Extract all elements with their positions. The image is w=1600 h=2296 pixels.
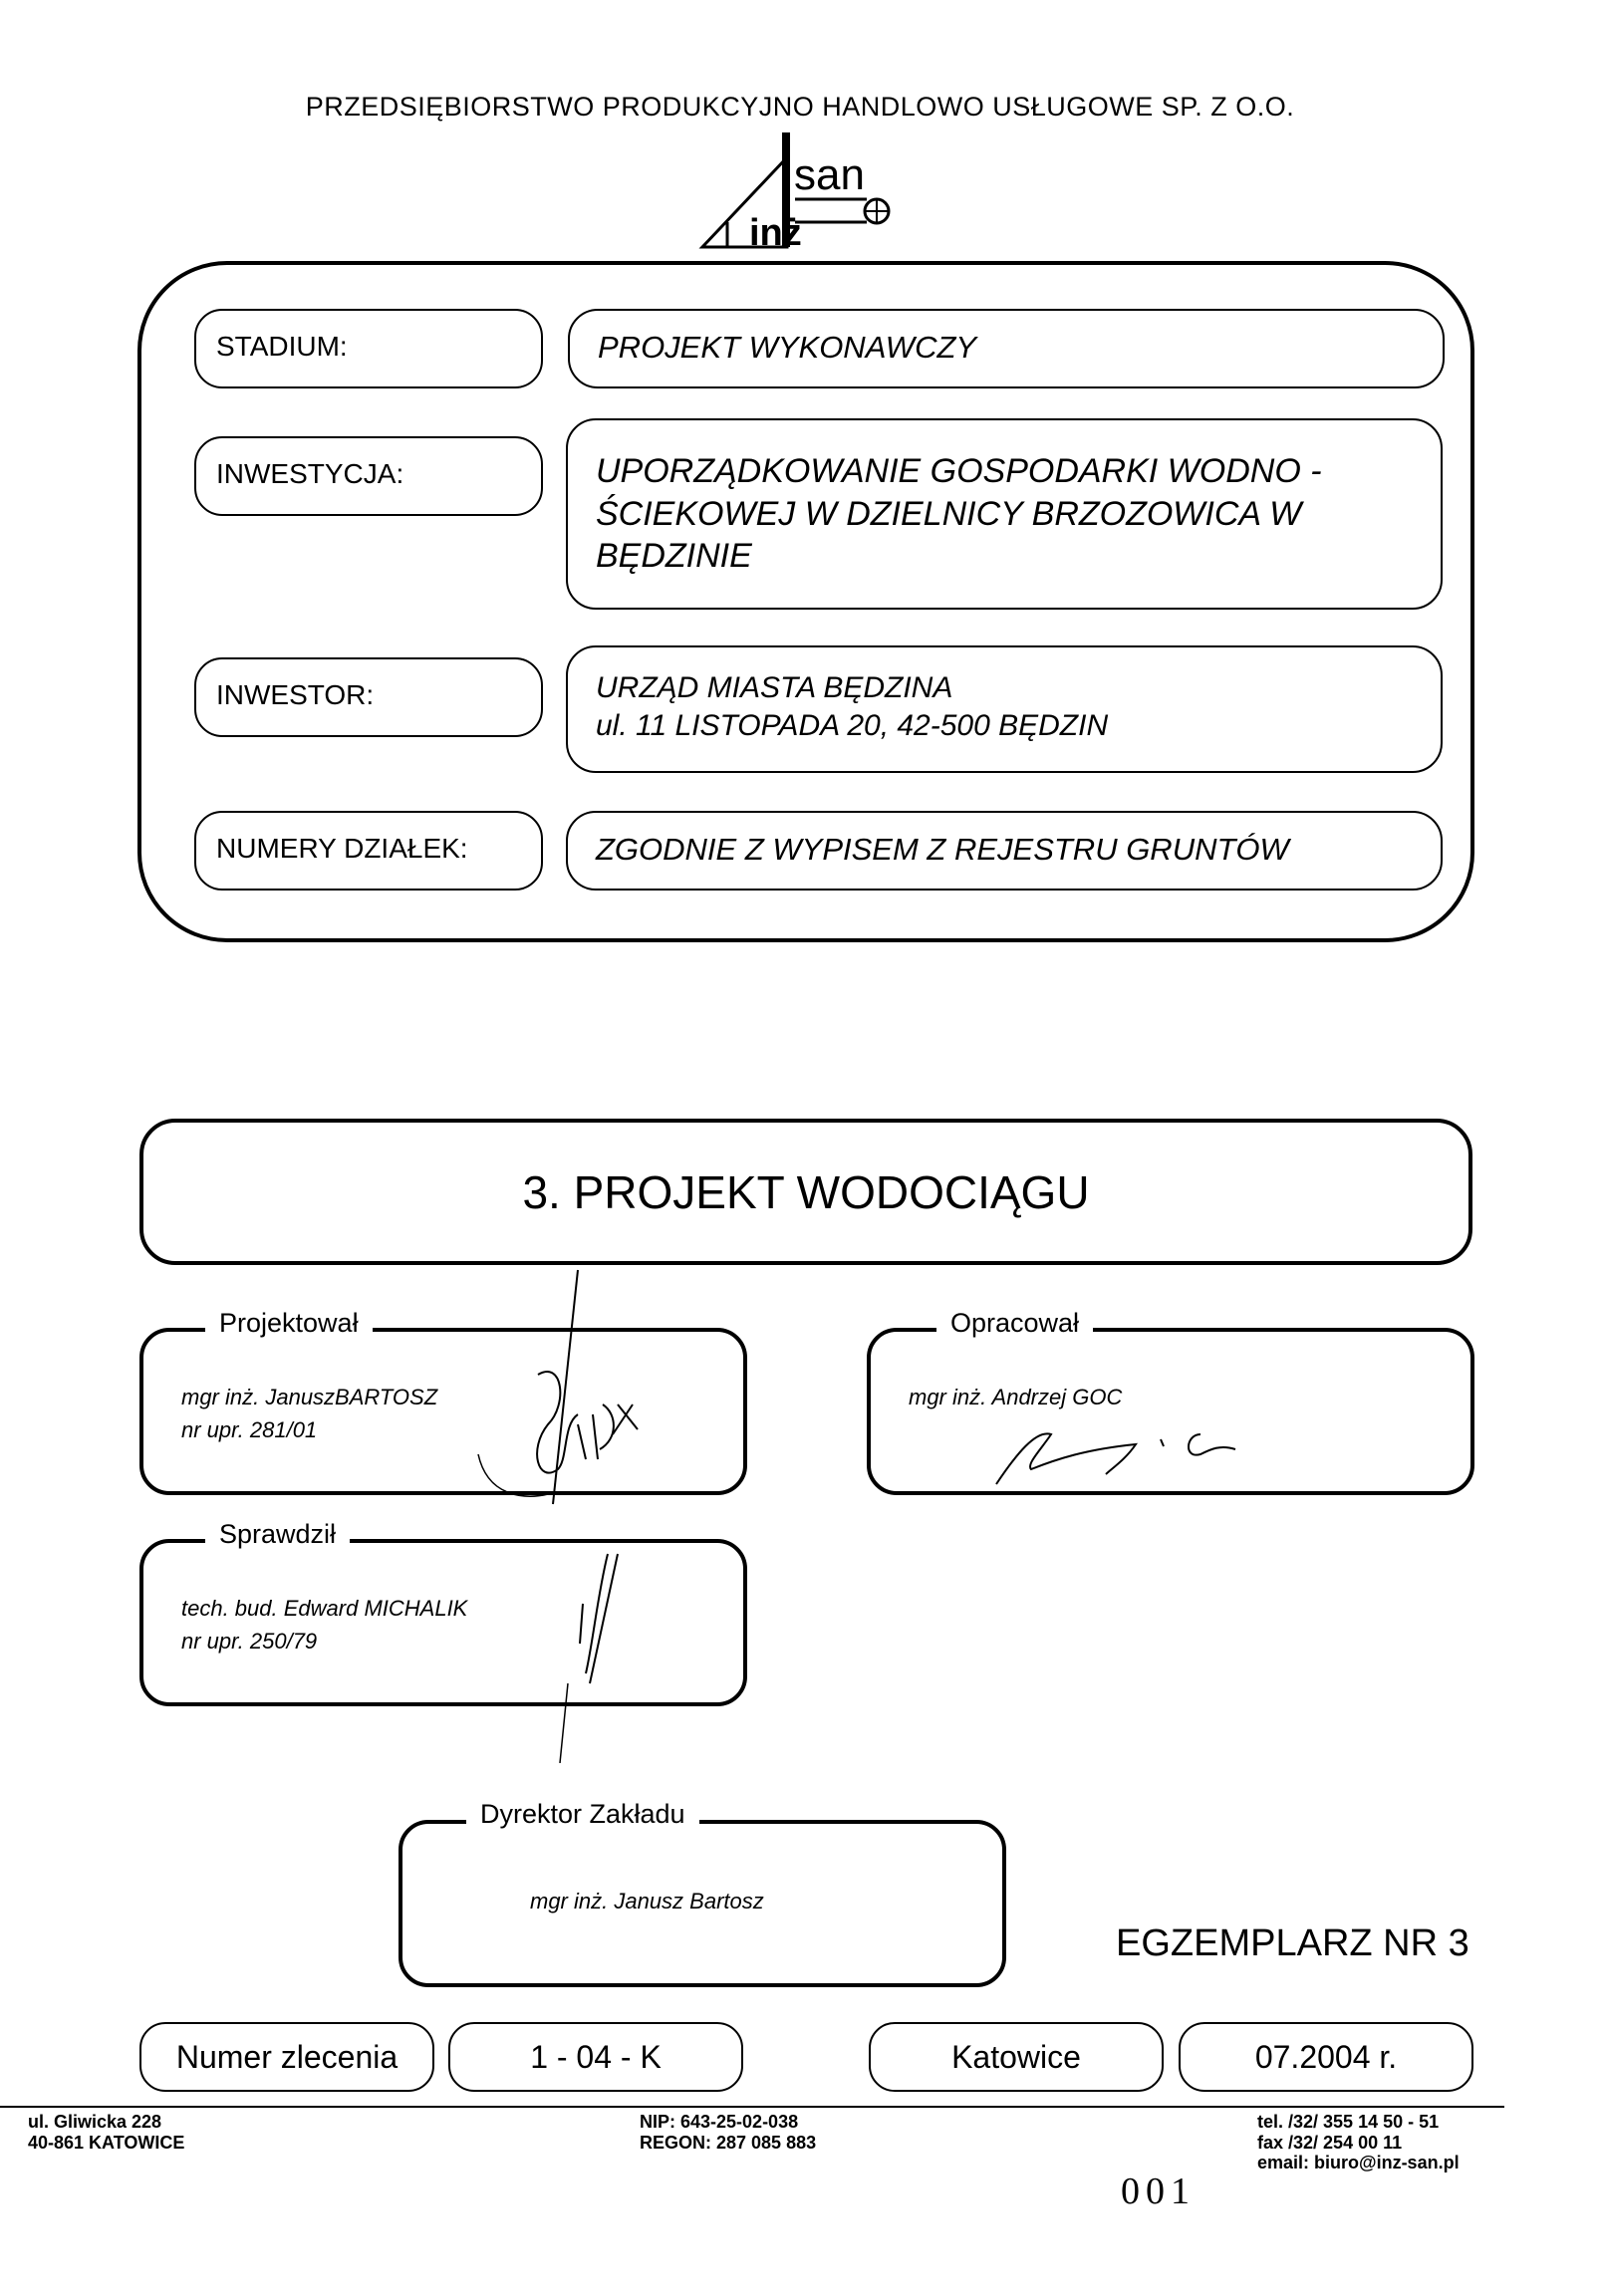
date: 07.2004 r.	[1254, 2038, 1398, 2075]
stadium-value-box	[568, 309, 1445, 388]
dyrektor-person	[530, 1885, 764, 1917]
footer-address-line: ul. Gliwicka 228	[28, 2112, 162, 2132]
numery-value: ZGODNIE Z WYPISEM Z REJESTRU GRUNTÓW	[596, 832, 1289, 867]
projektowal-line: mgr inż. JanuszBARTOSZ	[181, 1385, 438, 1409]
footer-address	[28, 2112, 184, 2153]
order-number-label: Numer zlecenia	[175, 2038, 399, 2075]
projektowal-legend: Projektował	[205, 1308, 373, 1339]
footer-address-line: 40-861 KATOWICE	[28, 2132, 185, 2153]
footer-ids	[640, 2112, 816, 2153]
numery-label: NUMERY DZIAŁEK:	[216, 833, 468, 864]
order-number-value-box	[448, 2022, 743, 2092]
inwestor-value-line: URZĄD MIASTA BĘDZINA	[596, 671, 953, 704]
dyrektor-line: mgr inż. Janusz Bartosz	[530, 1889, 764, 1913]
footer-id-line: REGON: 287 085 883	[640, 2132, 817, 2153]
sprawdzil-person	[181, 1592, 467, 1658]
signature-opracowal	[986, 1414, 1275, 1494]
stadium-label: STADIUM:	[216, 331, 348, 362]
sprawdzil-line: tech. bud. Edward MICHALIK	[181, 1596, 468, 1621]
order-number-value: 1 - 04 - K	[530, 2038, 662, 2075]
footer-contact-line: tel. /32/ 355 14 50 - 51	[1257, 2112, 1440, 2132]
footer-divider	[0, 2106, 1504, 2108]
footer-id-line: NIP: 643-25-02-038	[640, 2112, 799, 2132]
inwestor-value-box	[566, 645, 1443, 773]
section-title-box	[139, 1119, 1472, 1265]
order-number-label-box	[139, 2022, 434, 2092]
footer-contact-line: email: biuro@inz-san.pl	[1257, 2153, 1460, 2173]
inwestycja-value-line: BĘDZINIE	[596, 537, 752, 575]
opracowal-line: mgr inż. Andrzej GOC	[909, 1385, 1123, 1409]
date-box	[1179, 2022, 1473, 2092]
numery-label-box	[194, 811, 543, 891]
inwestycja-label-box	[194, 436, 543, 516]
inwestor-label: INWESTOR:	[216, 679, 375, 710]
logo-text-san: san	[794, 150, 865, 199]
footer-contact	[1257, 2112, 1460, 2173]
inwestor-label-box	[194, 657, 543, 737]
projektowal-line: nr upr. 281/01	[181, 1417, 318, 1442]
logo-text-inz: inż	[749, 212, 802, 252]
company-logo	[697, 128, 917, 252]
stadium-value: PROJEKT WYKONAWCZY	[598, 330, 977, 365]
section-title: 3. PROJEKT WODOCIĄGU	[522, 1165, 1090, 1218]
dyrektor-legend: Dyrektor Zakładu	[466, 1799, 699, 1830]
numery-value-box	[566, 811, 1443, 891]
stadium-label-box	[194, 309, 543, 388]
opracowal-legend: Opracował	[936, 1308, 1093, 1339]
inwestycja-label: INWESTYCJA:	[216, 458, 404, 489]
inwestycja-value-line: ŚCIEKOWEJ W DZIELNICY BRZOZOWICA W	[596, 494, 1302, 533]
inwestycja-value-box	[566, 418, 1443, 610]
inwestycja-value-line: UPORZĄDKOWANIE GOSPODARKI WODNO -	[596, 452, 1322, 490]
sprawdzil-legend: Sprawdził	[205, 1519, 350, 1550]
opracowal-person	[909, 1381, 1122, 1413]
company-name: PRZEDSIĘBIORSTWO PRODUKCYJNO HANDLOWO USŁUGOWE SP. Z O.O.	[305, 92, 1295, 122]
projektowal-person	[181, 1381, 437, 1446]
inwestor-value-line: ul. 11 LISTOPADA 20, 42-500 BĘDZIN	[596, 708, 1109, 742]
city-box	[869, 2022, 1164, 2092]
copy-number: EGZEMPLARZ NR 3	[1116, 1922, 1469, 1964]
sprawdzil-line: nr upr. 250/79	[181, 1629, 318, 1654]
footer-contact-line: fax /32/ 254 00 11	[1257, 2132, 1403, 2153]
city: Katowice	[951, 2038, 1081, 2075]
page-number: 001	[1121, 2170, 1196, 2212]
signature-projektowal	[468, 1265, 687, 1763]
